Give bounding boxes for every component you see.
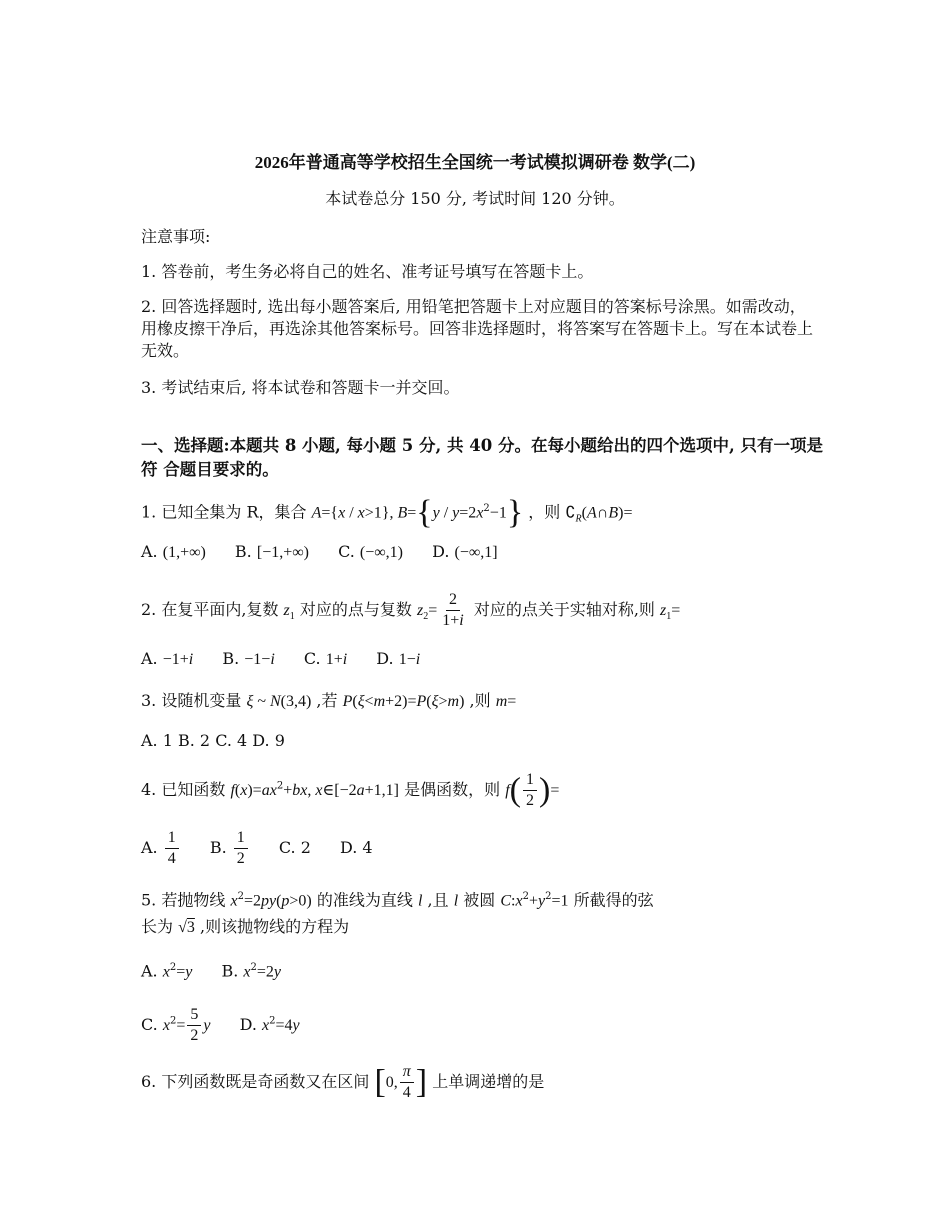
notes-heading: 注意事项:: [141, 227, 211, 246]
question-2-stem: 2. 在复平面内,复数 $z_1$ 对应的点与复数 $z_2=$ $\frac{2}{1+i}$ 对应的点关于实轴对称,则 $z_1=$: [141, 591, 681, 629]
question-5-options-row-1: A. $x^2=y$ B. $x^2=2y$: [141, 961, 282, 981]
question-1-stem: 1. 已知全集为 R，集合 A={x / x>1}, $B=\{y / y=2x^2-1\}$ ，则 $∁_R(A\cap B)=$: [141, 493, 633, 531]
question-2-options: A. −1+i B. −1−i C. 1+i D. 1−i: [141, 649, 421, 668]
question-6-stem: 6. 下列函数既是奇函数又在区间 [0, $\frac{\pi}{4}$ ] 上单调递增的是: [141, 1063, 545, 1101]
note-item-2: 2. 回答选择题时, 选出每小题答案后, 用铅笔把答题卡上对应题目的答案标号涂黑。如需改动，用橡皮擦干净后，再选涂其他答案标号。回答非选择题时，将答案写在答题卡上。写在本试卷上无效。: [141, 297, 814, 360]
question-5-stem-line-1: 5. 若抛物线 $x^2=2py(p>0)$ 的准线为直线 l ,且 l 被圆 $C:x^2+y^2=1$ 所截得的弦: [141, 890, 654, 910]
question-4-options: A. $\frac{1}{4}$ B. $\frac{1}{2}$ C. 2 D. 4: [141, 829, 373, 867]
question-5-stem-line-2: 长为 √3 ,则该抛物线的方程为: [141, 917, 350, 936]
exam-title: 2026年普通高等学校招生全国统一考试模拟调研卷 数学(二): [254, 153, 696, 172]
note-item-1: 1. 答卷前，考生务必将自己的姓名、准考证号填写在答题卡上。: [141, 262, 594, 281]
exam-subtitle: 本试卷总分 150 分, 考试时间 120 分钟。: [325, 189, 625, 208]
question-5-options-row-2: C. $x^2=$ $\frac{5}{2}$ y D. $x^2=4y$: [141, 1006, 300, 1044]
question-4-stem: 4. 已知函数 $f(x)=ax^2+bx$, x∈[−2a+1,1] 是偶函数，则 f( $\frac{1}{2}$ )=: [141, 771, 560, 809]
question-1-options: A. (1,+∞) B. [−1,+∞) C. (−∞,1) D. (−∞,1]: [141, 542, 498, 561]
question-3-options: A. 1 B. 2 C. 4 D. 9: [141, 731, 285, 750]
note-item-3: 3. 考试结束后, 将本试卷和答题卡一并交回。: [141, 378, 460, 397]
section-1-heading: 一、选择题:本题共 8 小题, 每小题 5 分, 共 40 分。在每小题给出的四个选项中, 只有一项是符 合题目要求的。: [141, 436, 823, 479]
question-3-stem: 3. 设随机变量 ξ ~ N(3,4) ,若 P(ξ<m+2)=P(ξ>m) ,则 m=: [141, 691, 517, 710]
